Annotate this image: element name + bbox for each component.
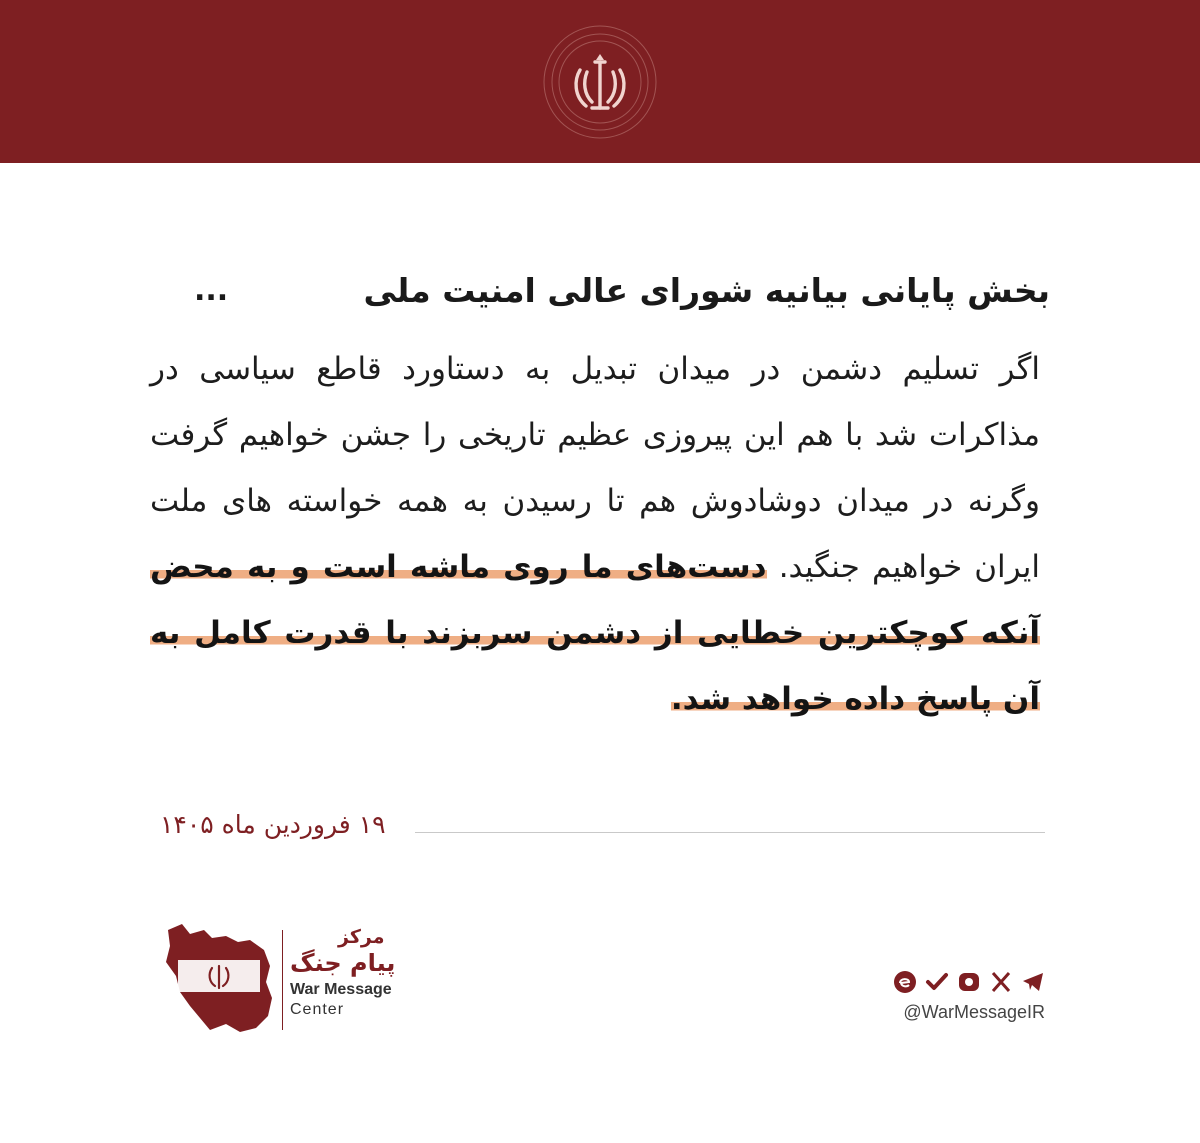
- social-icons: [880, 968, 1045, 996]
- x-icon[interactable]: [989, 970, 1013, 994]
- highlighted-text: دست‌های ما روی ماشه است و به محض آنکه کوچکترین خطایی از دشمن سربزند با قدرت کامل به آن پاسخ داده خواهد شد.: [150, 549, 1040, 717]
- body-text: اگر تسلیم دشمن در میدان تبدیل به دستاورد قاطع سیاسی در مذاکرات شد با هم این پیروزی عظیم تاریخی را جشن خواهیم گرفت وگرنه در میدان دوشادوش هم تا رسیدن به همه خواسته های ملت ایران خواهیم جنگید.: [150, 351, 1041, 585]
- eitaa-icon[interactable]: [893, 970, 917, 994]
- logo-fa-big: پیام جنگ: [290, 949, 396, 977]
- statement-body: [150, 336, 1040, 732]
- statement-title: بخش پایانی بیانیه شورای عالی امنیت ملی: [363, 270, 1050, 310]
- logo-fa-small: مرکز: [338, 926, 385, 948]
- social-handle[interactable]: @WarMessageIR: [903, 1002, 1045, 1022]
- logo-en-line1: War Message: [290, 981, 392, 998]
- logo-text: [290, 926, 410, 1020]
- logo-separator: [282, 930, 283, 1030]
- iran-map-icon: [160, 920, 278, 1040]
- date-row: [160, 810, 1045, 854]
- iran-emblem-icon: [540, 22, 660, 142]
- header-banner: [0, 0, 1200, 163]
- rubika-icon[interactable]: [925, 970, 949, 994]
- statement-block: [150, 260, 1050, 732]
- heading-row: [150, 260, 1050, 320]
- statement-date: ۱۹ فروردین ماه ۱۴۰۵: [160, 810, 386, 839]
- telegram-icon[interactable]: [1021, 970, 1045, 994]
- logo-en-line2: Center: [290, 1001, 345, 1018]
- social-block: [880, 968, 1045, 1023]
- soroush-icon[interactable]: [957, 970, 981, 994]
- divider-line: [415, 832, 1045, 833]
- ellipsis: ...: [194, 272, 229, 308]
